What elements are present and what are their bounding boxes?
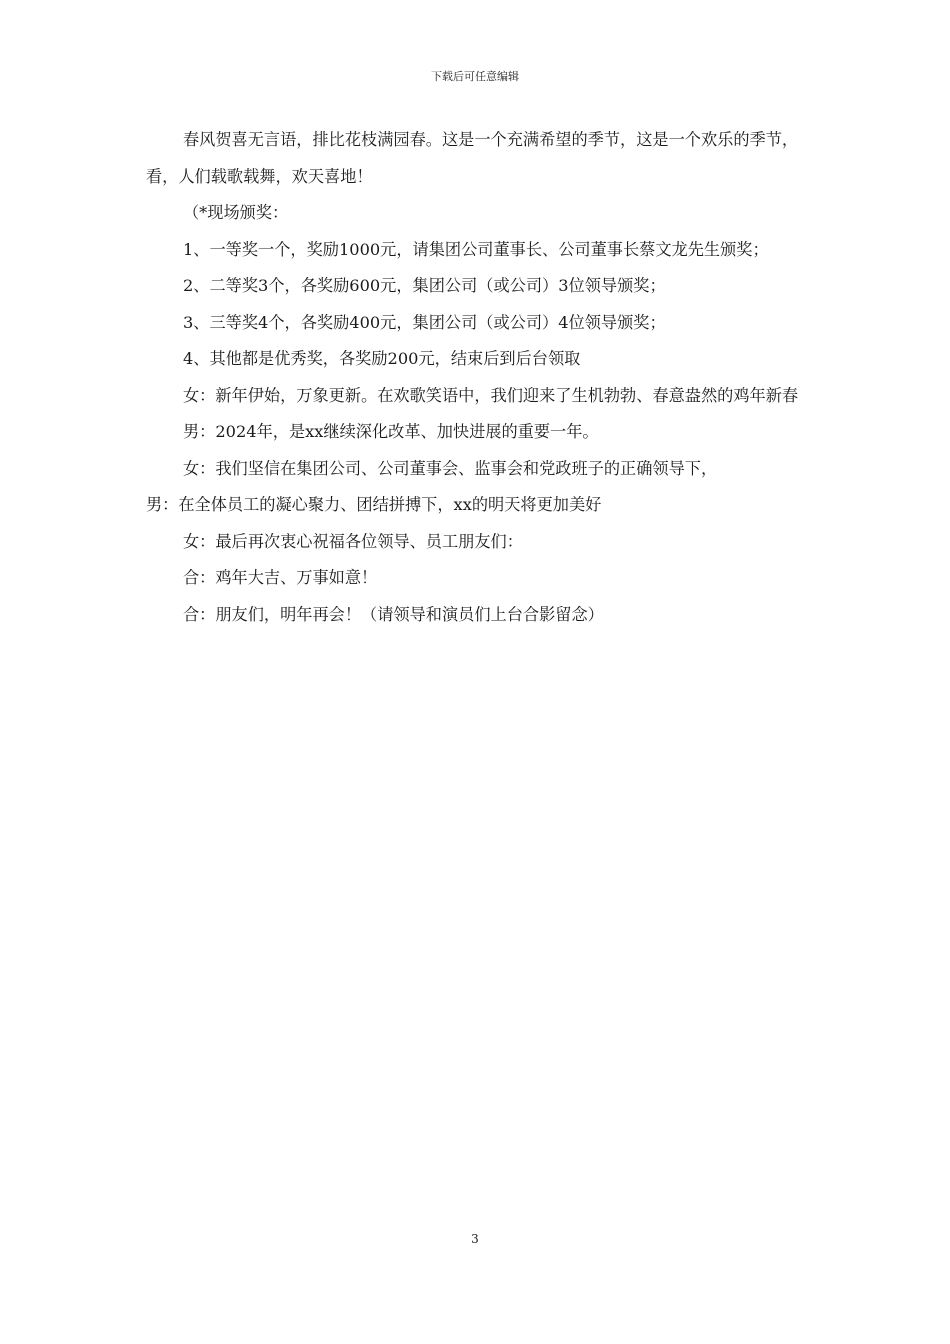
page-number: 3 (471, 1232, 479, 1246)
paragraph-male-future: 男：在全体员工的凝心聚力、团结拼搏下，xx的明天将更加美好 (146, 495, 602, 514)
paragraph-female-blessing: 女：最后再次衷心祝福各位领导、员工朋友们： (183, 531, 523, 551)
paragraph-together-wishes: 合：鸡年大吉、万事如意！ (183, 568, 378, 587)
paragraph-together-farewell: 合：朋友们，明年再会！（请领导和演员们上台合影留念） (183, 604, 604, 624)
paragraph-second-prize: 2、二等奖3个，各奖励600元，集团公司（或公司）3位领导颁奖； (183, 276, 666, 295)
paragraph-third-prize: 3、三等奖4个，各奖励400元，集团公司（或公司）4位领导颁奖； (183, 312, 666, 332)
paragraph-excellence-prize: 4、其他都是优秀奖，各奖励200元，结束后到后台领取 (183, 349, 581, 368)
paragraph-award-heading: （*现场颁奖： (183, 203, 289, 222)
paragraph-female-new-year: 女：新年伊始，万象更新。在欢歌笑语中，我们迎来了生机勃勃、春意盎然的鸡年新春 (183, 385, 799, 405)
paragraph-first-prize: 1、一等奖一个，奖励1000元，请集团公司董事长、公司董事长蔡文龙先生颁奖； (183, 239, 769, 259)
document-body (146, 122, 818, 633)
paragraph-female-leadership: 女：我们坚信在集团公司、公司董事会、监事会和党政班子的正确领导下， (183, 458, 718, 478)
paragraph-spring-intro: 春风贺喜无言语，排比花枝满园春。这是一个充满希望的季节，这是一个欢乐的季节，看，人们载歌载舞，欢天喜地！ (146, 130, 799, 186)
page-header: 下载后可任意编辑 (431, 70, 519, 83)
paragraph-male-2024: 男：2024年，是xx继续深化改革、加快进展的重要一年。 (183, 422, 599, 441)
